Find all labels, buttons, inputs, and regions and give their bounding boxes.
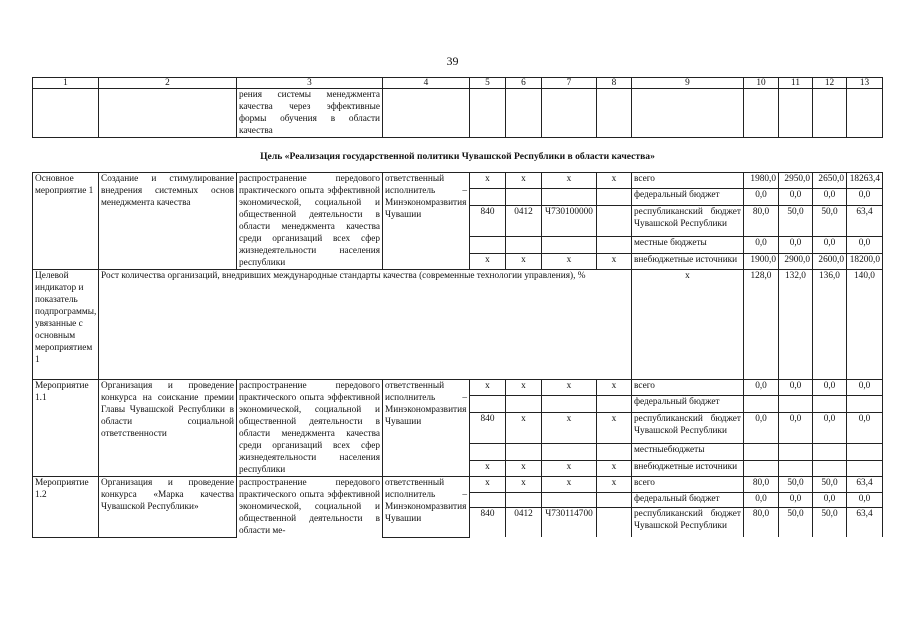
goal-row bbox=[33, 138, 883, 173]
value-cell: 0,0 bbox=[779, 412, 813, 443]
csr-cell: x bbox=[542, 173, 597, 189]
value-cell: 50,0 bbox=[779, 205, 813, 236]
event-name: Мероприятие 1.1 bbox=[33, 380, 99, 477]
value-cell: 2900,0 bbox=[779, 253, 813, 269]
rzpr-cell: x bbox=[506, 460, 542, 476]
value-cell: 0,0 bbox=[779, 380, 813, 396]
value-cell: 0,0 bbox=[813, 189, 847, 205]
vr-cell: x bbox=[597, 460, 632, 476]
event-result: распространение передового практического опыта эффективной экономической, социальной и общественной деятельности в области менеджмента качества среди организаций всех сфер жизнедеятельности населения республики bbox=[237, 173, 383, 270]
value-cell: 18263,4 bbox=[847, 173, 883, 189]
vr-cell: x bbox=[597, 173, 632, 189]
grbs-cell: 840 bbox=[470, 412, 506, 443]
value-cell: 0,0 bbox=[847, 237, 883, 253]
event-executor: ответственный исполнитель – Минэкономразвития Чувашии bbox=[383, 380, 470, 477]
grbs-cell: 840 bbox=[470, 205, 506, 236]
grbs-cell: x bbox=[470, 253, 506, 269]
source-cell: республиканский бюджет Чувашской Республики bbox=[632, 205, 744, 236]
value-cell: 0,0 bbox=[744, 189, 779, 205]
col-number: 6 bbox=[506, 78, 542, 89]
value-cell: 63,4 bbox=[847, 508, 883, 537]
col-number: 2 bbox=[99, 78, 237, 89]
value-cell: 0,0 bbox=[813, 492, 847, 508]
source-cell: всего bbox=[632, 380, 744, 396]
continuation-text: рения системы менеджмента качества через эффективные формы обучения в области качества bbox=[237, 89, 383, 138]
event-1-1-row bbox=[33, 380, 883, 396]
value-cell: 1900,0 bbox=[744, 253, 779, 269]
source-cell: республиканский бюджет Чувашской Республики bbox=[632, 508, 744, 537]
value-cell: 0,0 bbox=[744, 492, 779, 508]
col-number: 3 bbox=[237, 78, 383, 89]
source-cell: местные бюджеты bbox=[632, 237, 744, 253]
event-title: Создание и стимулирование внедрения системных основ менеджмента качества bbox=[99, 173, 237, 270]
source-cell: внебюджетные источники bbox=[632, 253, 744, 269]
value-cell: 2650,0 bbox=[813, 173, 847, 189]
source-cell: федеральный бюджет bbox=[632, 189, 744, 205]
target-x: x bbox=[632, 270, 744, 380]
target-name: Целевой индикатор и показатель подпрограммы, увязанные с основным мероприятием 1 bbox=[33, 270, 99, 380]
grbs-cell: x bbox=[470, 460, 506, 476]
source-cell: федеральный бюджет bbox=[632, 492, 744, 508]
value-cell: 2950,0 bbox=[779, 173, 813, 189]
event-1-2-row bbox=[33, 477, 883, 493]
grbs-cell: x bbox=[470, 477, 506, 493]
col-number: 4 bbox=[383, 78, 470, 89]
target-row bbox=[33, 270, 883, 380]
event-title: Организация и проведение конкурса на соискание премии Главы Чувашской Республики в области социальной ответственности bbox=[99, 380, 237, 477]
col-number: 8 bbox=[597, 78, 632, 89]
grbs-cell: x bbox=[470, 380, 506, 396]
source-cell: внебюджетные источники bbox=[632, 460, 744, 476]
csr-cell: x bbox=[542, 412, 597, 443]
value-cell: 0,0 bbox=[779, 237, 813, 253]
value-cell: 132,0 bbox=[779, 270, 813, 380]
grbs-cell: x bbox=[470, 173, 506, 189]
rzpr-cell: x bbox=[506, 412, 542, 443]
rzpr-cell: x bbox=[506, 173, 542, 189]
event-executor: ответственный исполнитель – Минэкономразвития Чувашии bbox=[383, 477, 470, 538]
value-cell: 0,0 bbox=[847, 412, 883, 443]
value-cell: 50,0 bbox=[813, 508, 847, 537]
value-cell: 50,0 bbox=[813, 477, 847, 493]
source-cell: всего bbox=[632, 173, 744, 189]
value-cell: 0,0 bbox=[744, 380, 779, 396]
value-cell: 80,0 bbox=[744, 205, 779, 236]
source-cell: республиканский бюджет Чувашской Республики bbox=[632, 412, 744, 443]
goal-title: Цель «Реализация государственной политики Чувашской Республики в области качества» bbox=[33, 138, 883, 173]
value-cell: 1980,0 bbox=[744, 173, 779, 189]
source-cell: местныебюджеты bbox=[632, 444, 744, 460]
value-cell: 0,0 bbox=[744, 237, 779, 253]
value-cell: 0,0 bbox=[847, 492, 883, 508]
rzpr-cell: 0412 bbox=[506, 508, 542, 537]
value-cell: 0,0 bbox=[779, 492, 813, 508]
value-cell: 0,0 bbox=[813, 237, 847, 253]
event-name: Основное мероприятие 1 bbox=[33, 173, 99, 270]
value-cell: 80,0 bbox=[744, 508, 779, 537]
col-number: 1 bbox=[33, 78, 99, 89]
program-table bbox=[32, 77, 883, 538]
value-cell: 80,0 bbox=[744, 477, 779, 493]
main-event-row bbox=[33, 173, 883, 189]
col-number: 10 bbox=[744, 78, 779, 89]
col-number: 5 bbox=[470, 78, 506, 89]
rzpr-cell: x bbox=[506, 477, 542, 493]
value-cell: 18200,0 bbox=[847, 253, 883, 269]
csr-cell: Ч730114700 bbox=[542, 508, 597, 537]
page-number: 39 bbox=[446, 54, 459, 68]
vr-cell: x bbox=[597, 477, 632, 493]
value-cell: 136,0 bbox=[813, 270, 847, 380]
vr-cell: x bbox=[597, 412, 632, 443]
value-cell: 0,0 bbox=[847, 380, 883, 396]
event-name: Мероприятие 1.2 bbox=[33, 477, 99, 538]
value-cell: 128,0 bbox=[744, 270, 779, 380]
event-result: распространение передового практического опыта эффективной экономической, социальной и общественной деятельности в области ме- bbox=[237, 477, 383, 538]
vr-cell: x bbox=[597, 380, 632, 396]
column-number-row bbox=[33, 78, 883, 89]
continuation-row bbox=[33, 89, 883, 138]
col-number: 12 bbox=[813, 78, 847, 89]
event-result: распространение передового практического опыта эффективной экономической, социальной и общественной деятельности в области менеджмента качества среди организаций всех сфер жизнедеятельности населения республики bbox=[237, 380, 383, 477]
event-executor: ответственный исполнитель – Минэкономразвития Чувашии bbox=[383, 173, 470, 270]
value-cell: 0,0 bbox=[813, 412, 847, 443]
csr-cell: x bbox=[542, 460, 597, 476]
value-cell: 0,0 bbox=[847, 189, 883, 205]
value-cell: 50,0 bbox=[813, 205, 847, 236]
csr-cell: x bbox=[542, 253, 597, 269]
rzpr-cell: 0412 bbox=[506, 205, 542, 236]
csr-cell: x bbox=[542, 477, 597, 493]
event-title: Организация и проведение конкурса «Марка качества Чувашской Республики» bbox=[99, 477, 237, 538]
grbs-cell: 840 bbox=[470, 508, 506, 537]
value-cell: 63,4 bbox=[847, 477, 883, 493]
rzpr-cell: x bbox=[506, 253, 542, 269]
value-cell: 0,0 bbox=[779, 189, 813, 205]
vr-cell: x bbox=[597, 253, 632, 269]
value-cell: 50,0 bbox=[779, 477, 813, 493]
value-cell: 0,0 bbox=[744, 412, 779, 443]
source-cell: всего bbox=[632, 477, 744, 493]
target-text: Рост количества организаций, внедривших международные стандарты качества (современные технологии управления), % bbox=[99, 270, 632, 380]
value-cell: 63,4 bbox=[847, 205, 883, 236]
col-number: 9 bbox=[632, 78, 744, 89]
col-number: 7 bbox=[542, 78, 597, 89]
value-cell: 140,0 bbox=[847, 270, 883, 380]
col-number: 13 bbox=[847, 78, 883, 89]
source-cell: федеральный бюджет bbox=[632, 396, 744, 412]
csr-cell: Ч730100000 bbox=[542, 205, 597, 236]
value-cell: 0,0 bbox=[813, 380, 847, 396]
col-number: 11 bbox=[779, 78, 813, 89]
value-cell: 2600,0 bbox=[813, 253, 847, 269]
csr-cell: x bbox=[542, 380, 597, 396]
rzpr-cell: x bbox=[506, 380, 542, 396]
value-cell: 50,0 bbox=[779, 508, 813, 537]
